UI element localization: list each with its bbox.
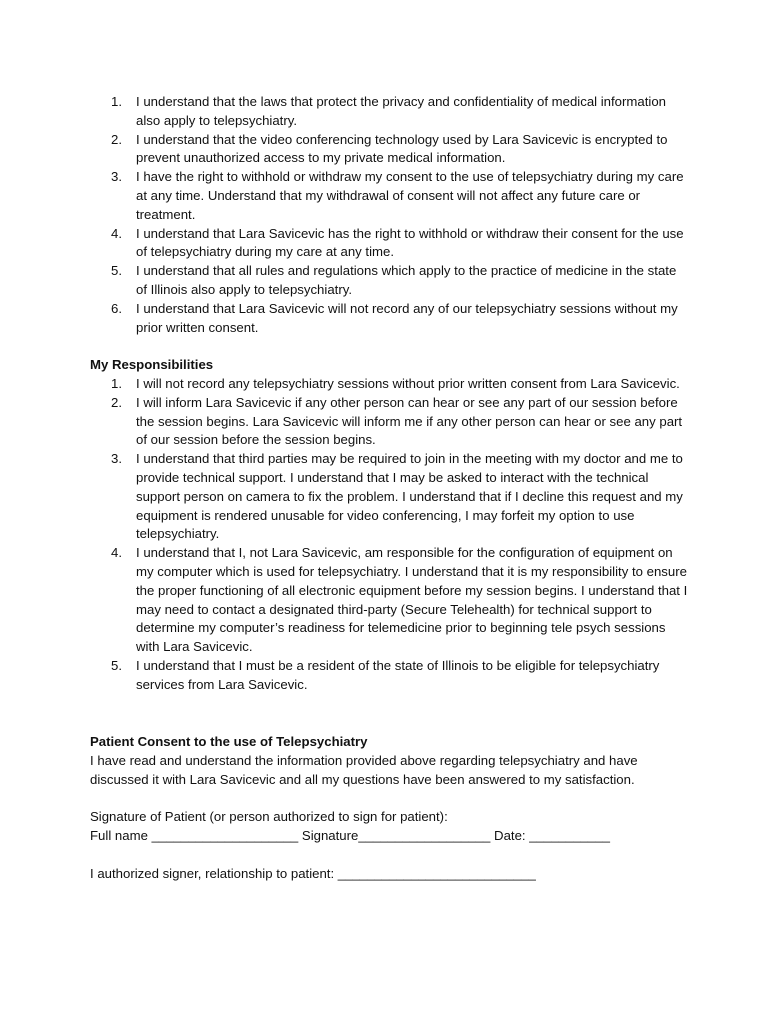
item-number: 2. <box>111 131 122 147</box>
item-number: 3. <box>111 169 122 185</box>
list-item <box>90 657 690 695</box>
item-text: I understand that third parties may be required to join in the meeting with my doctor and me to provide technical support. I understand that I may be asked to interact with the technical support person on camera to fix the problem. I understand that if I decline this request and my equipment is rendered unusable for video conferencing, I may forfeit my option to use telepsychiatry. <box>136 451 683 542</box>
responsibilities-heading: My Responsibilities <box>90 357 214 372</box>
item-number: 1. <box>111 94 122 109</box>
list-item <box>90 93 690 131</box>
consent-heading: Patient Consent to the use of Telepsychiatry <box>90 734 368 749</box>
item-text: I understand that I must be a resident of the state of Illinois to be eligible for telepsychiatry services from Lara Savicevic. <box>136 657 660 692</box>
rights-list <box>90 93 690 337</box>
consent-text-line: I have read and understand the information provided above regarding telepsychiatry and have <box>90 753 638 768</box>
list-item <box>90 544 690 657</box>
item-text: I understand that Lara Savicevic has the right to withhold or withdraw their consent for the use of telepsychiatry during my care at any time. <box>136 225 684 260</box>
item-text: I understand that the laws that protect the privacy and confidentiality of medical information also apply to telepsychiatry. <box>136 94 666 128</box>
item-number: 6. <box>111 300 122 316</box>
item-text: I understand that the video conferencing technology used by Lara Savicevic is encrypted to prevent unauthorized access to my private medical information. <box>136 131 668 166</box>
list-item <box>90 394 690 450</box>
item-number: 1. <box>111 376 122 391</box>
list-item <box>90 375 690 394</box>
authorized-signer-line[interactable]: I authorized signer, relationship to patient: ___________________________ <box>90 866 536 881</box>
item-text: I understand that Lara Savicevic will not record any of our telepsychiatry sessions without my prior written consent. <box>136 300 678 335</box>
item-number: 4. <box>111 225 122 241</box>
list-item <box>90 168 690 224</box>
item-number: 3. <box>111 451 122 467</box>
list-item <box>90 300 690 338</box>
item-number: 2. <box>111 394 122 410</box>
item-number: 4. <box>111 545 122 561</box>
item-text: I understand that I, not Lara Savicevic, am responsible for the configuration of equipment on my computer which is used for telepsychiatry. I understand that it is my responsibility to ensure the proper functioning of all electronic equipment before my session begins. I understand that I may need to contact a designated third-party (Secure Telehealth) for technical support to determine my computer’s readiness for telemedicine prior to beginning tele psych sessions with Lara Savicevic. <box>136 545 688 655</box>
signature-intro: Signature of Patient (or person authorized to sign for patient): <box>90 809 448 824</box>
item-text: I understand that all rules and regulations which apply to the practice of medicine in the state of Illinois also apply to telepsychiatry. <box>136 263 677 297</box>
list-item <box>90 225 690 263</box>
list-item <box>90 262 690 300</box>
item-text: I will not record any telepsychiatry sessions without prior written consent from Lara Savicevic. <box>136 376 680 391</box>
item-text: I will inform Lara Savicevic if any other person can hear or see any part of our session before the session begins. Lara Savicevic will inform me if any other person can hear or see any part of our session before the session begins. <box>136 394 683 448</box>
consent-text-line: discussed it with Lara Savicevic and all my questions have been answered to my satisfaction. <box>90 772 635 787</box>
responsibilities-list <box>90 375 690 695</box>
item-number: 5. <box>111 263 122 279</box>
list-item <box>90 131 690 169</box>
item-number: 5. <box>111 657 122 673</box>
item-text: I have the right to withhold or withdraw my consent to the use of telepsychiatry during my care at any time. Understand that my withdrawal of consent will not affect any future care or treatment. <box>136 169 684 222</box>
list-item <box>90 450 690 544</box>
signature-fields-line[interactable]: Full name ____________________ Signature__________________ Date: ___________ <box>90 828 610 843</box>
